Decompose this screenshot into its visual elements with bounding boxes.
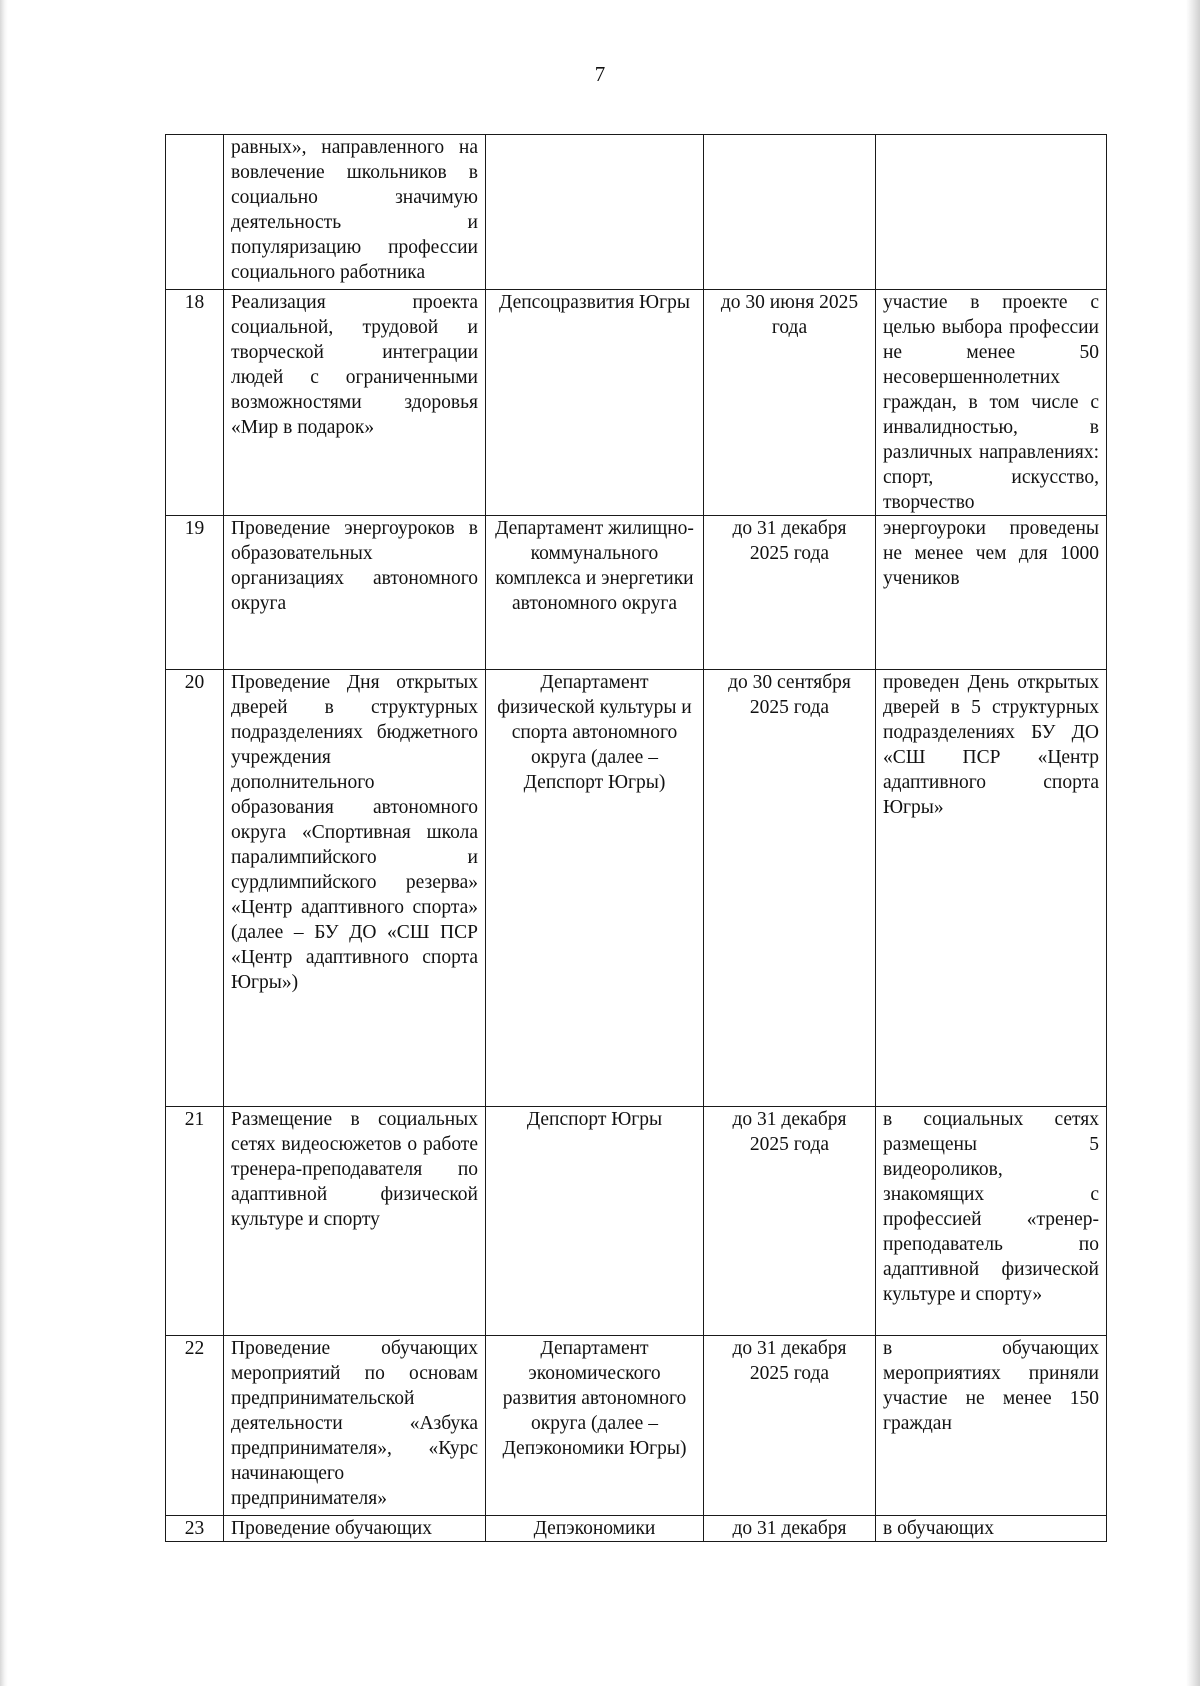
row-number: 19 xyxy=(166,516,224,670)
table-row xyxy=(166,135,1107,290)
scan-edge-right xyxy=(1186,0,1200,1686)
deadline: до 30 сентября 2025 года xyxy=(728,672,851,718)
table-row xyxy=(166,1336,1107,1516)
row-number: 21 xyxy=(166,1107,224,1336)
expected-result: в социальных сетях размещены 5 видеороликов, знакомящих с профессией «тренер-преподаватель по адаптивной физической культуре и спорту» xyxy=(883,1109,1099,1305)
deadline: до 31 декабря xyxy=(732,1518,847,1539)
event-name: Проведение энергоуроков в образовательных организациях автономного округа xyxy=(231,518,478,614)
expected-result: энергоуроки проведены не менее чем для 1000 учеников xyxy=(883,518,1099,589)
table-row xyxy=(166,290,1107,516)
expected-result: участие в проекте с целью выбора профессии не менее 50 несовершеннолетних граждан, в том числе с инвалидностью, в различных направлениях: спорт, искусство, творчество xyxy=(883,292,1099,513)
event-name: Проведение обучающих мероприятий по основам предпринимательской деятельности «Азбука предпринимателя», «Курс начинающего предпринимателя» xyxy=(231,1338,478,1509)
row-number: 20 xyxy=(166,670,224,1107)
event-name: Проведение обучающих xyxy=(231,1518,432,1539)
table-row xyxy=(166,1107,1107,1336)
table-row xyxy=(166,670,1107,1107)
row-number xyxy=(166,135,224,290)
responsible-body: Депэкономики xyxy=(533,1518,656,1539)
responsible-body: Департамент жилищно-коммунального комплекса и энергетики автономного округа xyxy=(495,518,694,614)
table-row xyxy=(166,1516,1107,1542)
event-name: Размещение в социальных сетях видеосюжетов о работе тренера-преподавателя по адаптивной физической культуре и спорту xyxy=(231,1109,478,1230)
expected-result: в обучающих xyxy=(883,1518,994,1539)
responsible-body: Департамент экономического развития автономного округа (далее – Депэкономики Югры) xyxy=(502,1338,687,1459)
deadline: до 30 июня 2025 года xyxy=(720,292,859,338)
event-name: Проведение Дня открытых дверей в структурных подразделениях бюджетного учреждения дополнительного образования автономного округа «Спортивная школа паралимпийского и сурдлимпийского резерва» «Центр адаптивного спорта» (далее – БУ ДО «СШ ПСР «Центр адаптивного спорта Югры») xyxy=(231,672,478,993)
table-row xyxy=(166,516,1107,670)
event-name: Реализация проекта социальной, трудовой и творческой интеграции людей с ограниченными возможностями здоровья «Мир в подарок» xyxy=(231,292,478,438)
responsible-body: Депспорт Югры xyxy=(526,1109,663,1130)
deadline: до 31 декабря 2025 года xyxy=(732,1338,847,1384)
scan-edge-left xyxy=(0,0,8,1686)
action-plan-table xyxy=(165,134,1107,1542)
row-number: 18 xyxy=(166,290,224,516)
deadline: до 31 декабря 2025 года xyxy=(732,518,847,564)
expected-result: проведен День открытых дверей в 5 структурных подразделениях БУ ДО «СШ ПСР «Центр адаптивного спорта Югры» xyxy=(883,672,1099,818)
event-name: равных», направленного на вовлечение школьников в социально значимую деятельность и популяризацию профессии социального работника xyxy=(231,137,478,283)
responsible-body: Депсоцразвития Югры xyxy=(499,292,690,313)
responsible-body: Департамент физической культуры и спорта автономного округа (далее – Депспорт Югры) xyxy=(497,672,692,793)
page-number: 7 xyxy=(594,62,606,86)
row-number: 23 xyxy=(166,1516,224,1542)
deadline: до 31 декабря 2025 года xyxy=(732,1109,847,1155)
row-number: 22 xyxy=(166,1336,224,1516)
expected-result: в обучающих мероприятиях приняли участие не менее 150 граждан xyxy=(883,1338,1099,1434)
